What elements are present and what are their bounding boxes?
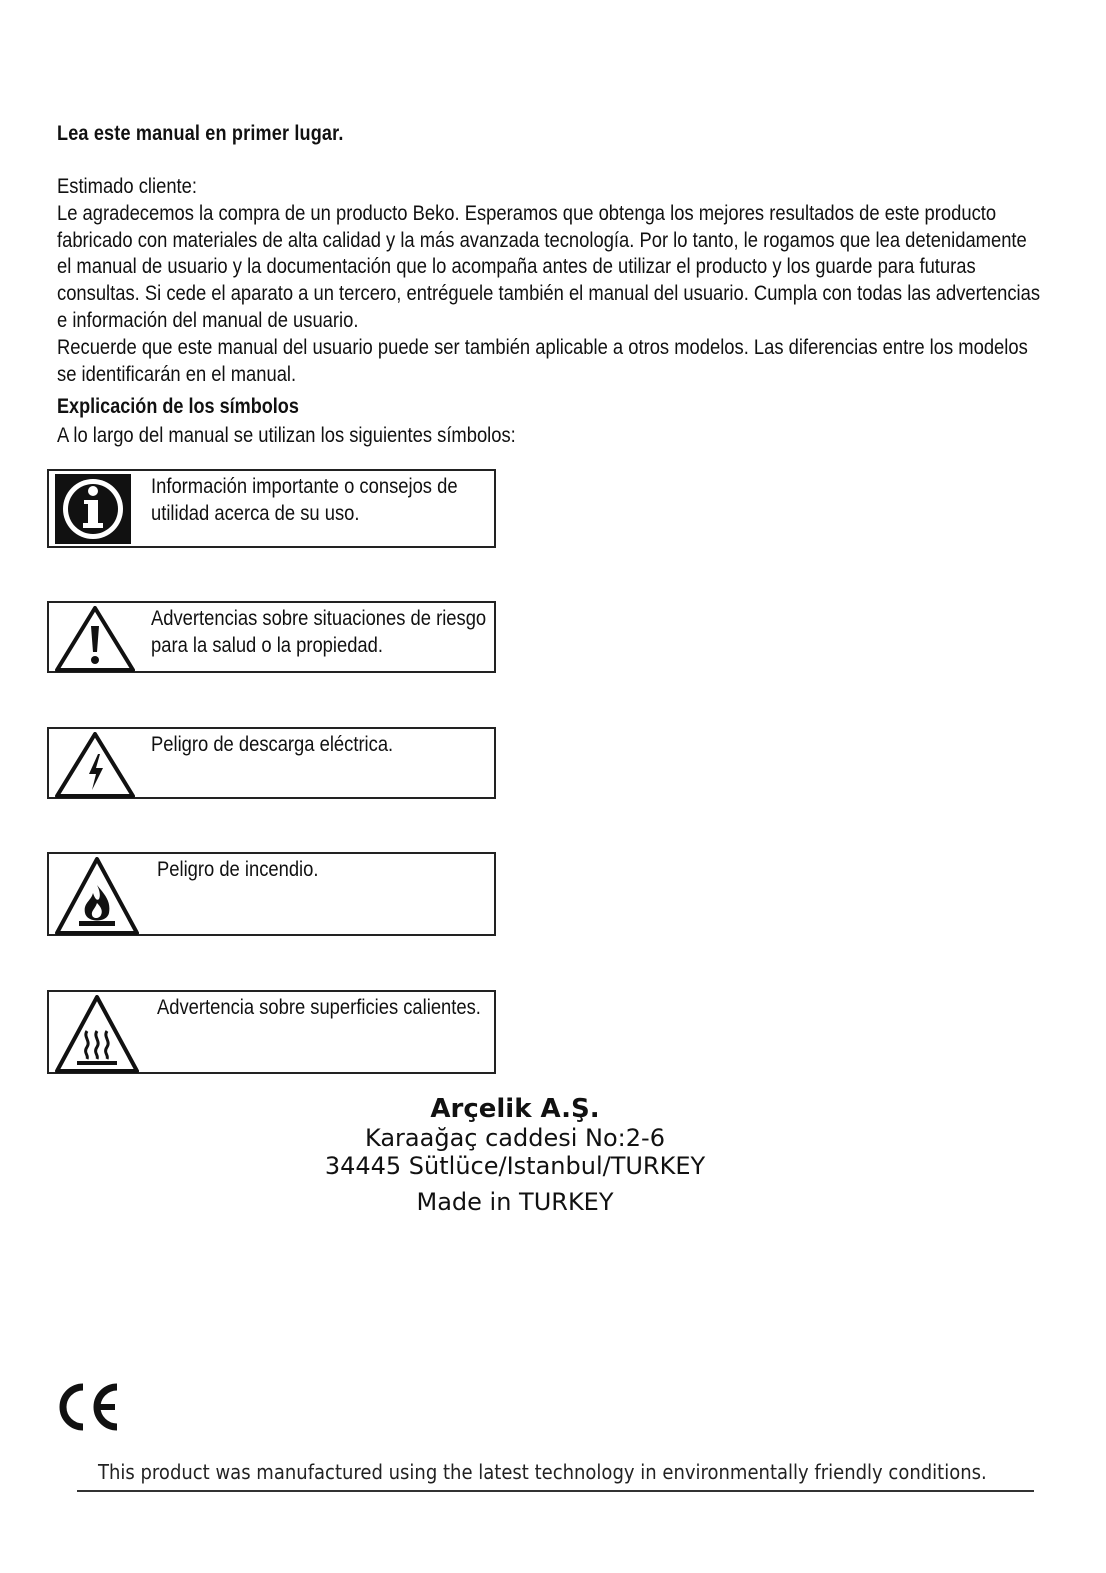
symbols-intro: A lo largo del manual se utilizan los siguientes símbolos: (57, 423, 516, 447)
company-address-line1: Karaağaç caddesi No:2-6 (365, 1124, 665, 1152)
footer-divider (77, 1490, 1034, 1492)
symbol-text-electric: Peligro de descarga eléctrica. (151, 732, 394, 756)
symbol-text-fire: Peligro de incendio. (157, 857, 319, 881)
info-icon (55, 474, 131, 549)
electric-shock-icon (55, 732, 135, 803)
symbol-text-info: Información importante o consejos de utilidad acerca de su uso. (151, 474, 458, 525)
intro-paragraph-1: Le agradecemos la compra de un producto Beko. Esperamos que obtenga los mejores resultados de este producto fabricado con materiales de alta calidad y la más avanzada tecnología. Por lo tanto, le rogamos que lea detenidamente el manual de usuario y la documentación que lo acompaña antes de utilizar el producto y los guarde para futuras consultas. Si cede el aparato a un tercero, entréguele también el manual del usuario. Cumpla con todas las advertencias e información del manual de usuario. (57, 200, 1041, 332)
symbols-heading: Explicación de los símbolos (57, 395, 299, 418)
company-address-line2: 34445 Sütlüce/Istanbul/TURKEY (324, 1152, 706, 1180)
symbol-text-hot-surface: Advertencia sobre superficies calientes. (157, 995, 481, 1019)
intro-section (57, 173, 1040, 387)
ce-mark-icon (55, 1383, 123, 1436)
page-title: Lea este manual en primer lugar. (57, 122, 344, 145)
symbol-box-info (47, 469, 496, 548)
warning-icon (55, 606, 135, 677)
intro-paragraph-2: Recuerde que este manual del usuario puede ser también aplicable a otros modelos. Las diferencias entre los modelos se identificarán en el manual. (57, 334, 1028, 386)
symbol-box-fire (47, 852, 496, 936)
symbol-box-hot-surface (47, 990, 496, 1074)
made-in-label: Made in TURKEY (416, 1188, 614, 1216)
symbol-box-electric (47, 727, 496, 799)
symbol-text-warning: Advertencias sobre situaciones de riesgo para la salud o la propiedad. (151, 606, 487, 657)
symbol-box-warning (47, 601, 496, 673)
fire-icon (55, 857, 139, 940)
footer-note: This product was manufactured using the latest technology in environmentally friendly conditions. (98, 1460, 987, 1484)
hot-surface-icon (55, 995, 139, 1078)
greeting: Estimado cliente: (57, 174, 197, 198)
company-name: Arçelik A.Ş. (430, 1094, 600, 1124)
